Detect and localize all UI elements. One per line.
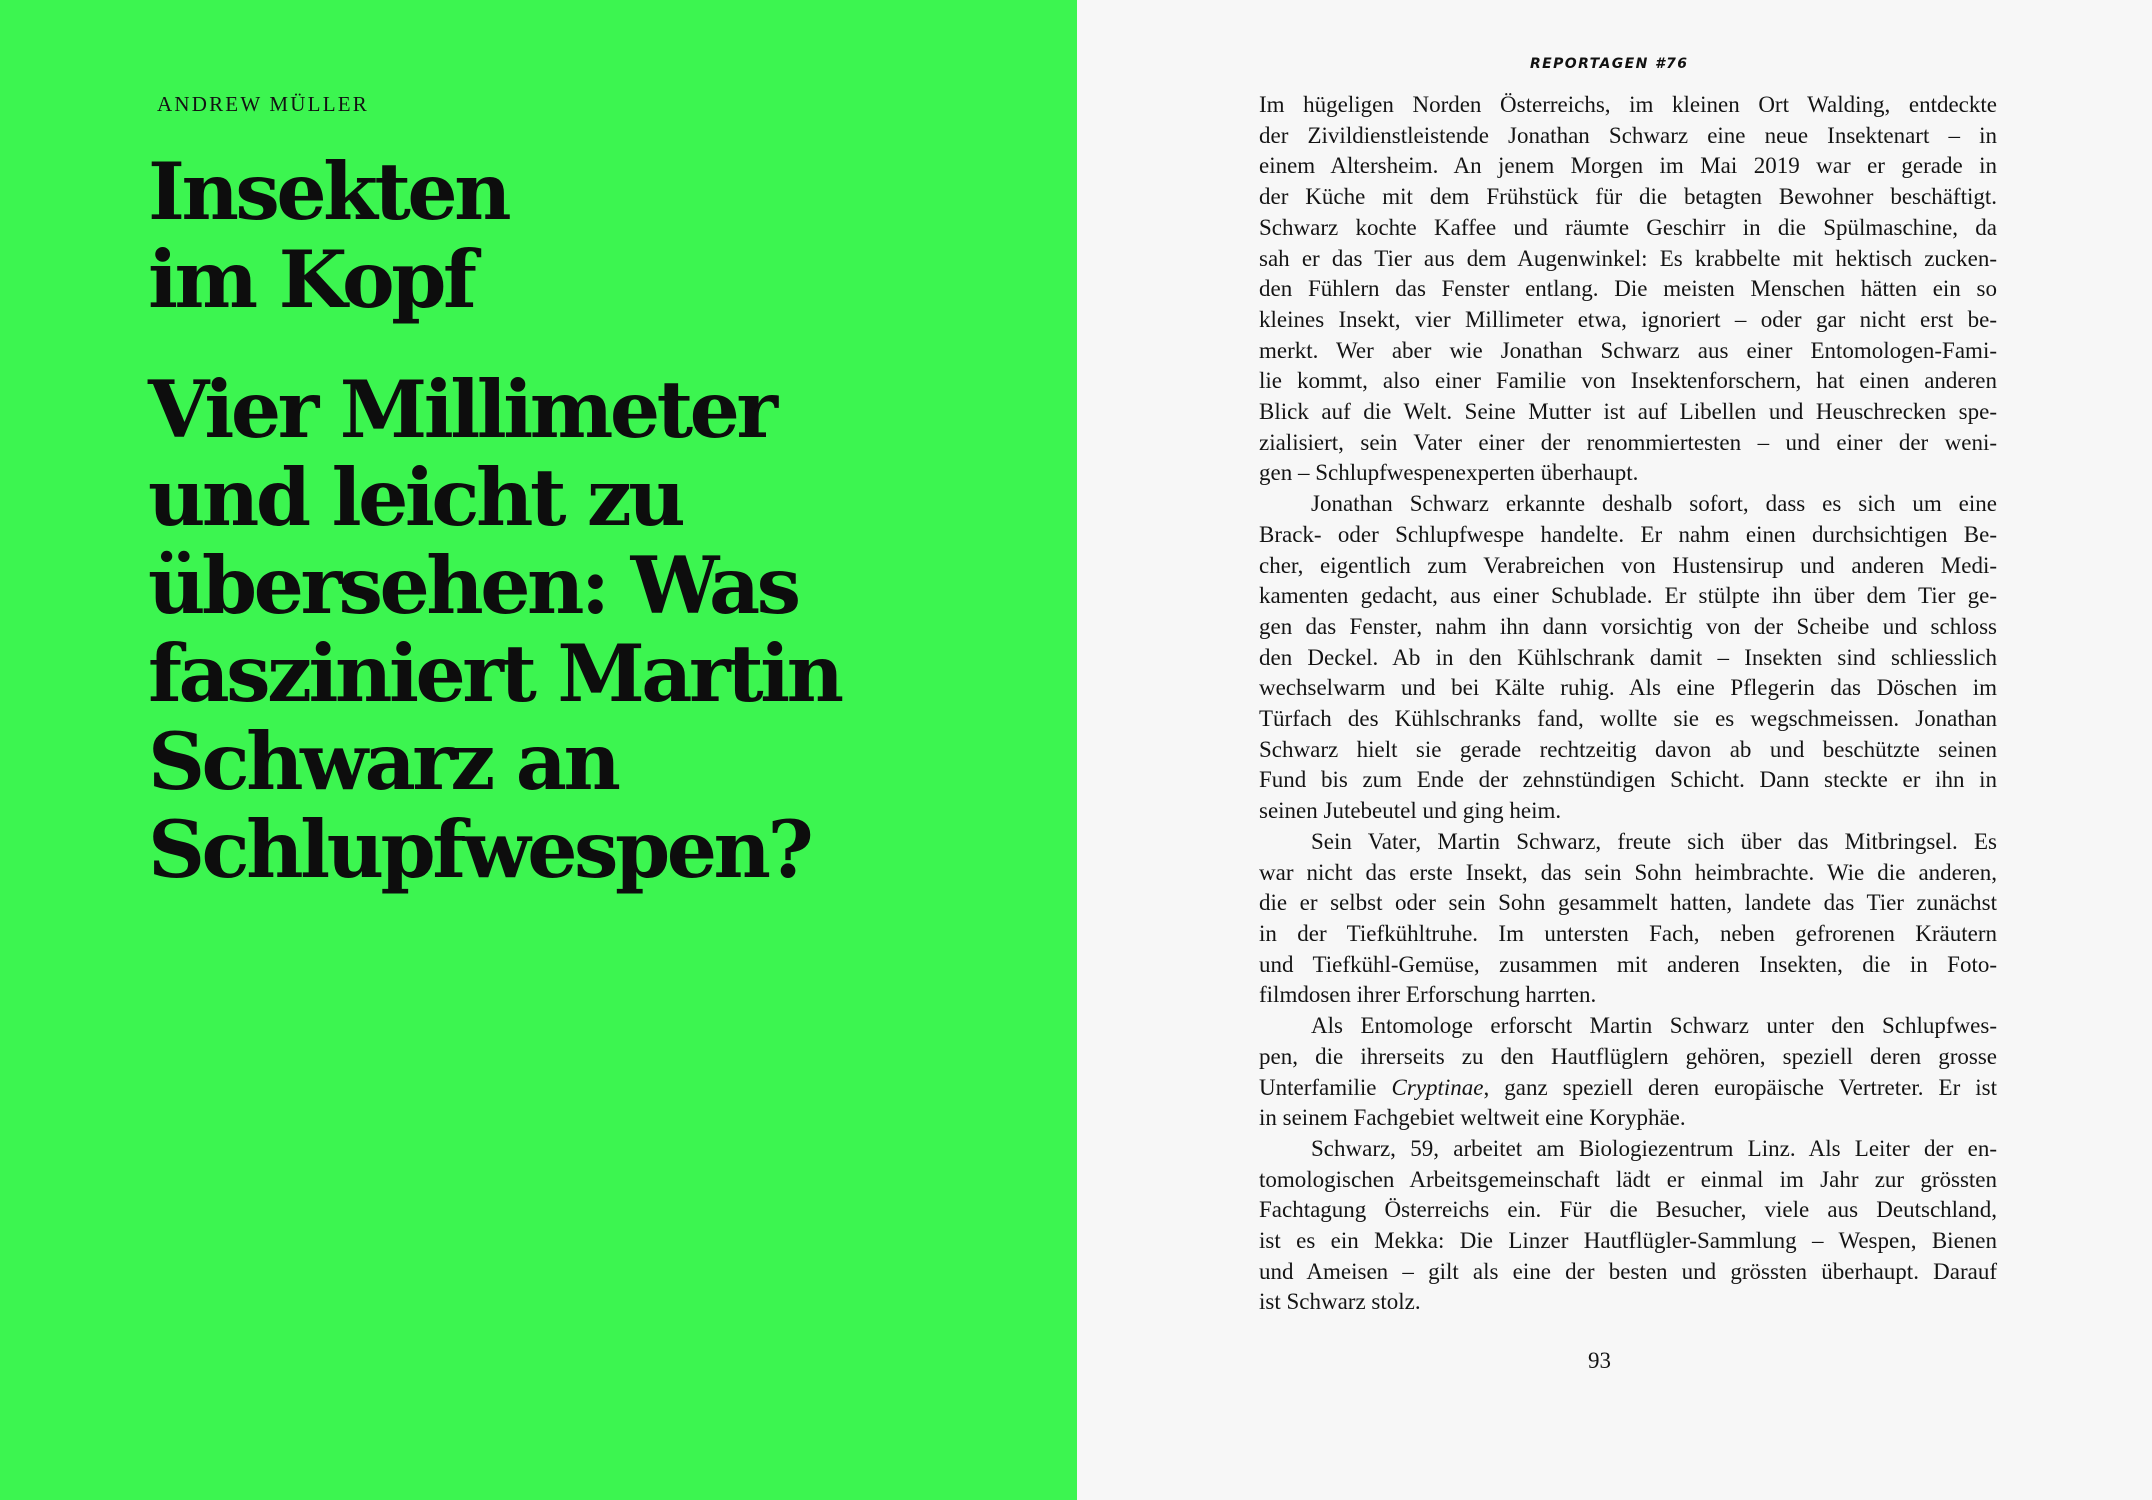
body-line: Schwarz kochte Kaffee und räumte Geschirr in die Spülmaschine, da	[1259, 214, 1997, 240]
body-line: die er selbst oder sein Sohn gesammelt hatten, landete das Tier zunächst	[1259, 890, 1997, 916]
body-line: war nicht das erste Insekt, das sein Sohn heimbrachte. Wie die anderen,	[1259, 859, 1997, 885]
body-line: ist es ein Mekka: Die Linzer Hautflügler-Sammlung – Wespen, Bienen	[1259, 1228, 1997, 1254]
body-line: der Zivildienstleistende Jonathan Schwarz eine neue Insektenart – in	[1259, 122, 1997, 148]
body-line: Brack- oder Schlupfwespe handelte. Er nahm einen durchsichtigen Be-	[1259, 521, 1997, 547]
body-line: cher, eigentlich zum Verabreichen von Hustensirup und anderen Medi-	[1259, 552, 1997, 578]
body-line: pen, die ihrerseits zu den Hautflüglern gehören, speziell deren grosse	[1259, 1043, 1997, 1069]
body-line: in seinem Fachgebiet weltweit eine Koryphäe.	[1259, 1105, 1686, 1131]
body-line: gen – Schlupfwespenexperten überhaupt.	[1259, 460, 1639, 486]
body-line: den Deckel. Ab in den Kühlschrank damit – Insekten sind schliesslich	[1259, 644, 1997, 670]
page-number: 93	[1588, 1348, 1611, 1373]
body-line: wechselwarm und bei Kälte ruhig. Als eine Pflegerin das Döschen im	[1259, 675, 1997, 701]
body-line: ist Schwarz stolz.	[1259, 1289, 1421, 1315]
body-line: gen das Fenster, nahm ihn dann vorsichtig von der Scheibe und schloss	[1259, 613, 1997, 639]
body-line: Türfach des Kühlschranks fand, wollte sie es wegschmeissen. Jonathan	[1259, 706, 1997, 732]
body-line: Fund bis zum Ende der zehnstündigen Schicht. Dann steckte er ihn in	[1259, 767, 1997, 793]
body-line: Als Entomologe erforscht Martin Schwarz unter den Schlupfwes-	[1311, 1013, 1997, 1039]
body-line: filmdosen ihrer Erforschung harrten.	[1259, 982, 1597, 1008]
body-line: der Küche mit dem Frühstück für die betagten Bewohner beschäftigt.	[1259, 184, 1997, 210]
title-line: Insekten	[148, 145, 509, 238]
subtitle-line: Schlupfwespen?	[148, 803, 811, 896]
body-line: und Ameisen – gilt als eine der besten und grössten überhaupt. Darauf	[1259, 1258, 1997, 1284]
body-line: tomologischen Arbeitsgemeinschaft lädt er einmal im Jahr zur grössten	[1259, 1166, 1997, 1192]
body-line: Sein Vater, Martin Schwarz, freute sich über das Mitbringsel. Es	[1311, 828, 1997, 854]
italic-term: Cryptinae	[1391, 1074, 1484, 1100]
author-byline: ANDREW MÜLLER	[157, 92, 369, 116]
body-line: merkt. Wer aber wie Jonathan Schwarz aus einer Entomologen-Fami-	[1259, 337, 1997, 363]
body-line: Schwarz, 59, arbeitet am Biologiezentrum Linz. Als Leiter der en-	[1311, 1135, 1997, 1161]
body-line: sah er das Tier aus dem Augenwinkel: Es krabbelte mit hektisch zucken-	[1259, 245, 1997, 271]
body-line: den Fühlern das Fenster entlang. Die meisten Menschen hätten ein so	[1259, 276, 1997, 302]
body-line: und Tiefkühl-Gemüse, zusammen mit anderen Insekten, die in Foto-	[1259, 951, 1997, 977]
subtitle-line: Schwarz an	[148, 715, 618, 808]
body-line: Blick auf die Welt. Seine Mutter ist auf Libellen und Heuschrecken spe-	[1259, 399, 1997, 425]
body-line: Fachtagung Österreichs ein. Für die Besucher, viele aus Deutschland,	[1259, 1197, 1997, 1223]
subtitle-line: fasziniert Martin	[148, 627, 841, 720]
article-title	[148, 145, 1028, 326]
subtitle-line: Vier Millimeter	[148, 363, 775, 456]
body-line: kamenten gedacht, aus einer Schublade. Er stülpte ihn über dem Tier ge-	[1259, 583, 1997, 609]
body-line: Jonathan Schwarz erkannte deshalb sofort, dass es sich um eine	[1311, 491, 1997, 517]
body-line: lie kommt, also einer Familie von Insektenforschern, hat einen anderen	[1259, 368, 1997, 394]
body-line: Schwarz hielt sie gerade rechtzeitig davon ab und beschützte seinen	[1259, 736, 1997, 762]
body-text	[1259, 90, 1997, 1318]
title-line: im Kopf	[148, 233, 474, 326]
body-line: Unterfamilie Cryptinae, ganz speziell deren europäische Vertreter. Er ist	[1259, 1074, 1997, 1100]
body-line: in der Tiefkühltruhe. Im untersten Fach, neben gefrorenen Kräutern	[1259, 920, 1997, 946]
running-head: REPORTAGEN #76	[1530, 56, 1689, 72]
body-line: seinen Jutebeutel und ging heim.	[1259, 798, 1562, 824]
body-line: einem Altersheim. An jenem Morgen im Mai 2019 war er gerade in	[1259, 153, 1997, 179]
subtitle-line: übersehen: Was	[148, 539, 798, 632]
body-line: zialisiert, sein Vater einer der renommiertesten – und einer der weni-	[1259, 429, 1997, 455]
article-subtitle	[148, 363, 1048, 896]
body-line: Im hügeligen Norden Österreichs, im kleinen Ort Walding, entdeckte	[1259, 92, 1997, 117]
body-line: kleines Insekt, vier Millimeter etwa, ignoriert – oder gar nicht erst be-	[1259, 306, 1997, 332]
subtitle-line: und leicht zu	[148, 451, 683, 544]
